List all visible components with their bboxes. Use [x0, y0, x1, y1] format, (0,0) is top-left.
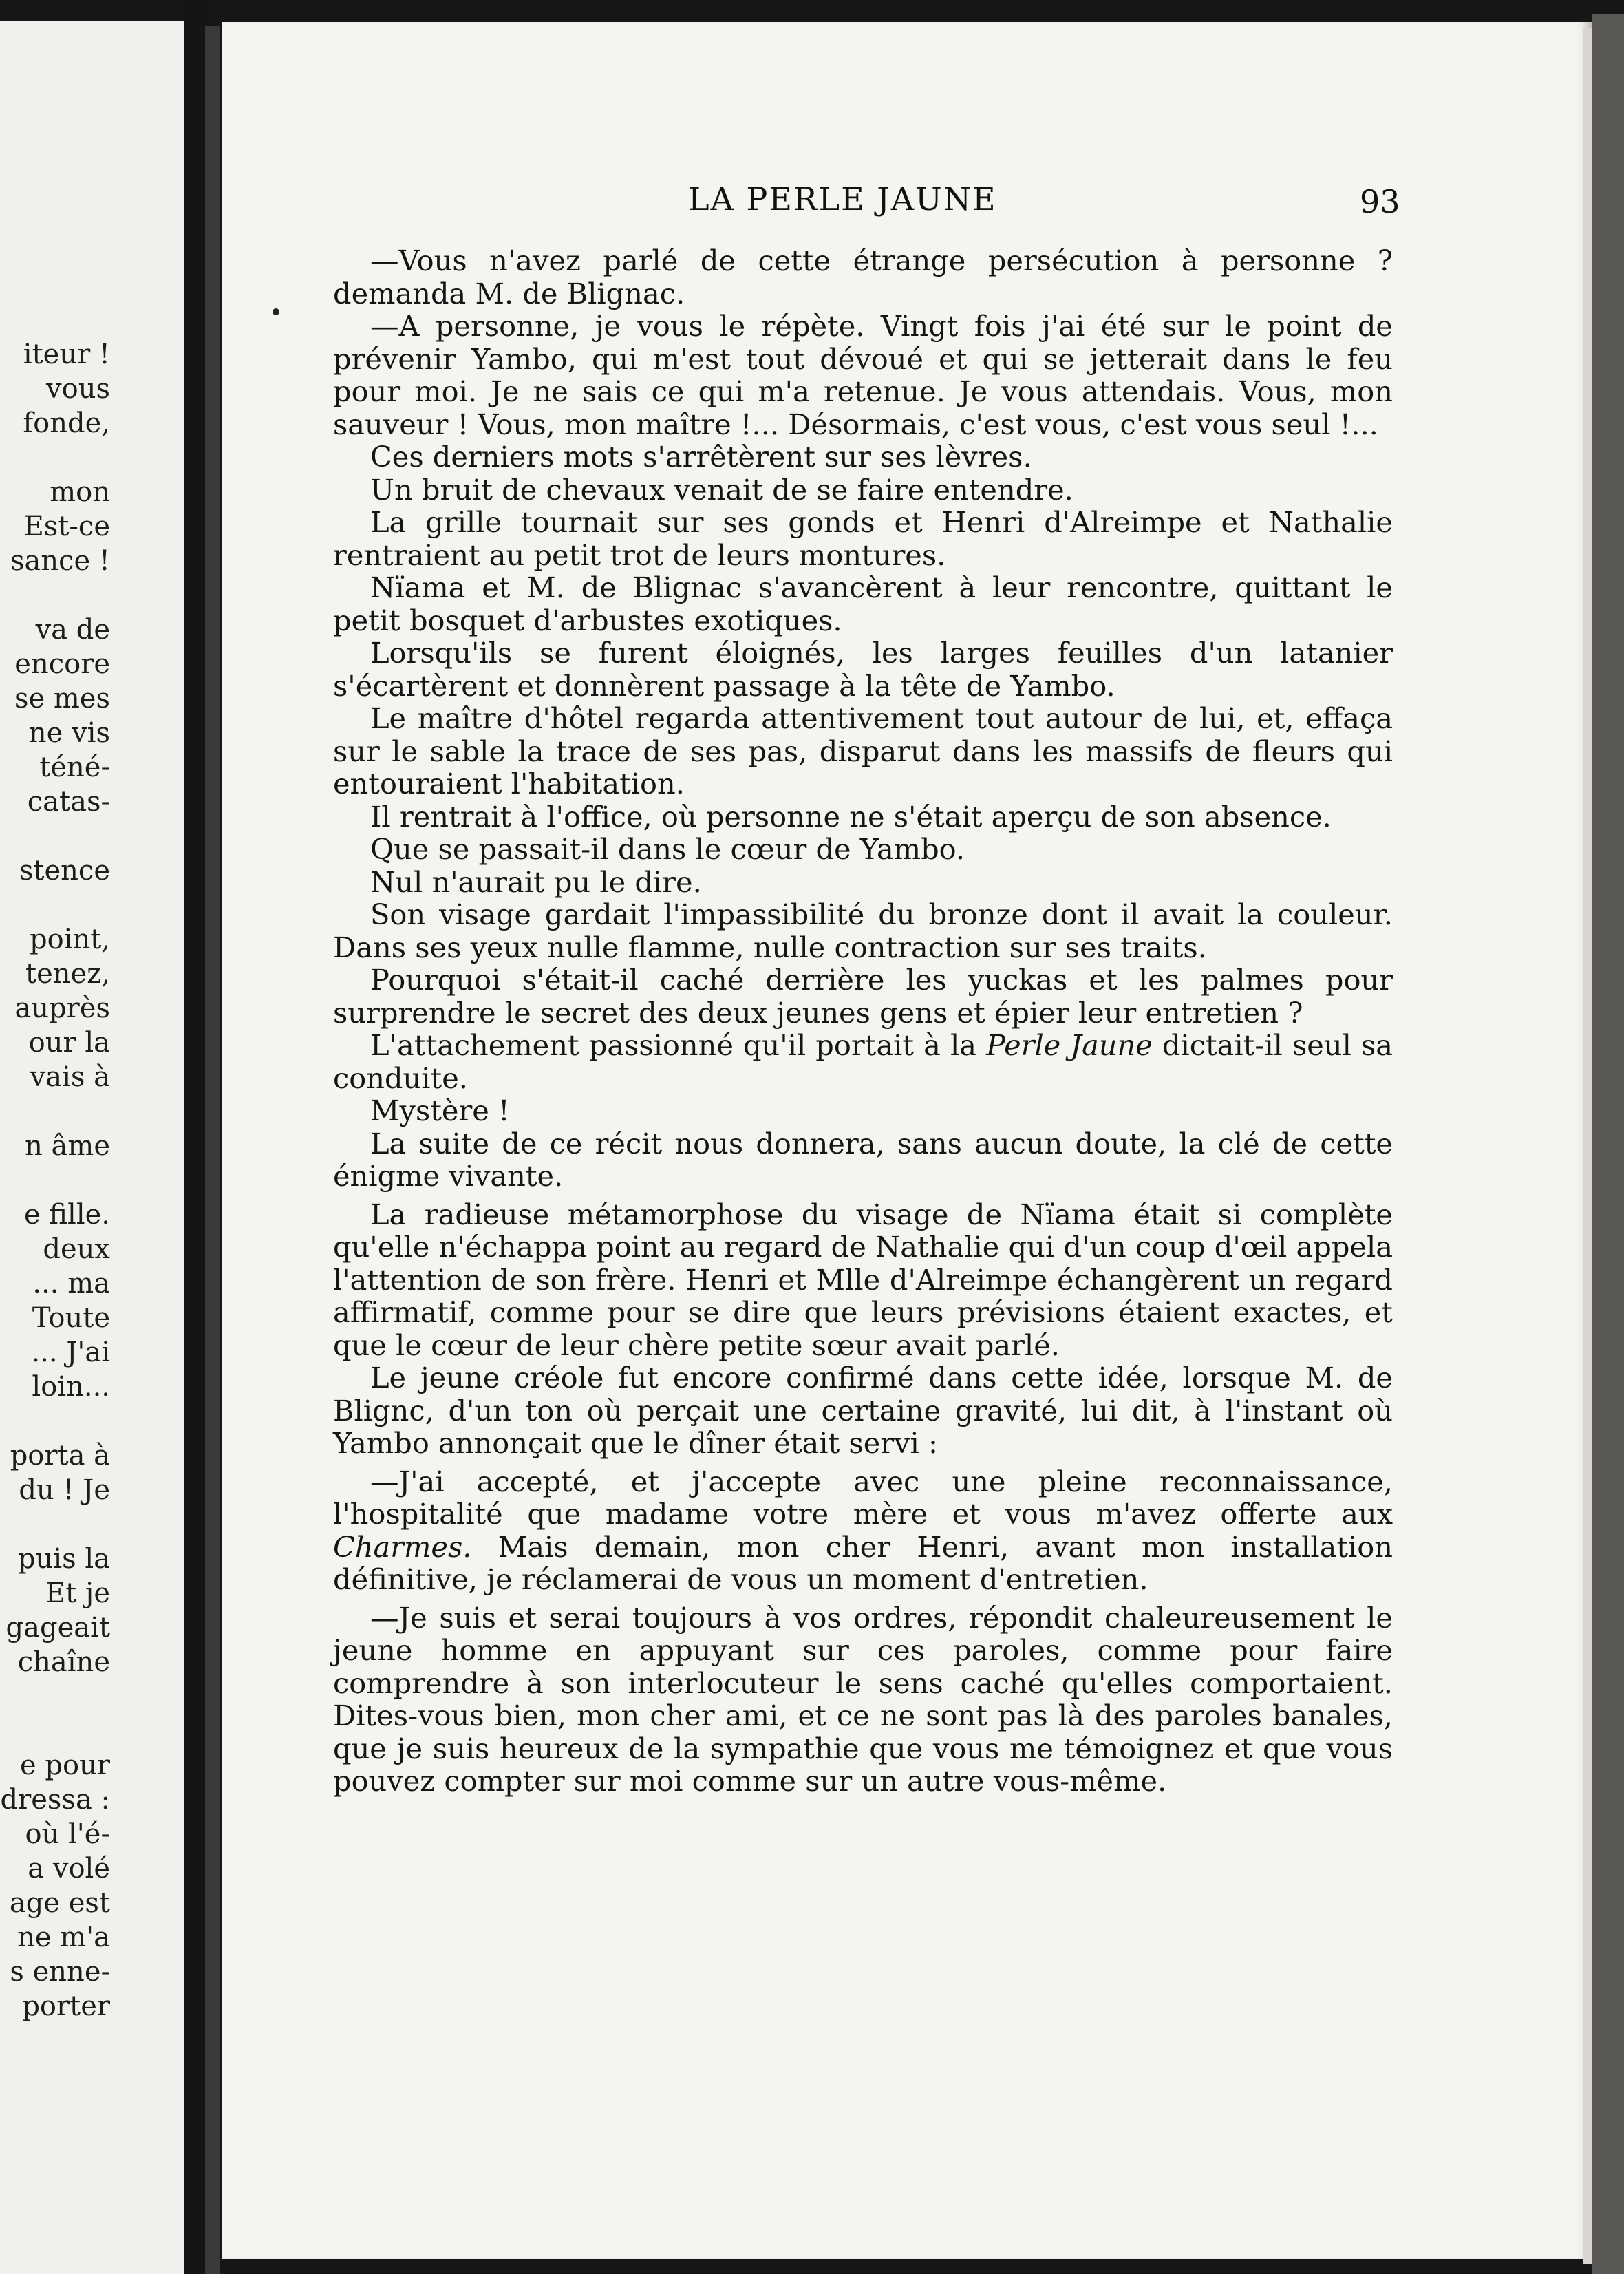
paragraph: Nul n'aurait pu le dire.	[370, 864, 702, 899]
page-number: 93	[1360, 183, 1400, 220]
italic-title: Perle Jaune	[986, 1028, 1153, 1062]
paragraph: Un bruit de chevaux venait de se faire entendre.	[370, 472, 1073, 507]
paragraph: La radieuse métamorphose du visage de Nïama était si complète qu'elle n'échappa point au regard de Nathalie qui d'un coup d'œil appela l'attention de son frère. Henri et Mlle d'Alreimpe échangèrent un regard affirmatif, comme pour se dire que leurs prévisions étaient exactes, et que le cœur de leur chère petite sœur avait parlé.	[333, 1197, 1393, 1362]
page-edge-highlight	[1583, 28, 1592, 2264]
left-fragment: du ! Je	[19, 1474, 110, 1506]
left-fragment: sance !	[10, 545, 110, 577]
paragraph	[333, 1029, 1393, 1094]
left-fragment: encore	[14, 648, 110, 680]
left-fragment: fonde,	[23, 407, 110, 439]
left-fragment: gageait	[6, 1612, 110, 1644]
left-fragment: porta à	[10, 1440, 110, 1471]
left-fragment: vous	[46, 373, 110, 405]
paragraph	[333, 1465, 1393, 1596]
paragraph: Lorsqu'ils se furent éloignés, les larges feuilles d'un latanier s'écartèrent et donnèrent passage à la tête de Yambo.	[333, 636, 1393, 703]
paragraph: Il rentrait à l'office, où personne ne s'était aperçu de son absence.	[370, 799, 1332, 833]
left-fragment: loin...	[32, 1371, 110, 1403]
ink-speck	[273, 308, 279, 315]
left-fragment: ne vis	[28, 717, 110, 749]
paragraph: Son visage gardait l'impassibilité du bronze dont il avait la couleur. Dans ses yeux nulle flamme, nulle contraction sur ses traits.	[333, 897, 1393, 964]
paragraph: Pourquoi s'était-il caché derrière les yuckas et les palmes pour surprendre le secret des deux jeunes gens et épier leur entretien ?	[333, 963, 1393, 1030]
left-fragment: va de	[35, 614, 110, 646]
left-fragment: puis la	[17, 1543, 110, 1575]
left-fragment: Et je	[45, 1577, 110, 1609]
left-fragment: Toute	[32, 1302, 110, 1334]
left-fragment: où l'é-	[25, 1818, 110, 1850]
italic-place-name: Charmes.	[333, 1529, 472, 1564]
left-fragment: age est	[9, 1887, 110, 1919]
paragraph: Que se passait-il dans le cœur de Yambo.	[370, 832, 965, 866]
left-facing-page	[0, 21, 184, 2274]
left-fragment: e fille.	[23, 1199, 110, 1231]
paragraph: —A personne, je vous le répète. Vingt fois j'ai été sur le point de prévenir Yambo, qui m'est tout dévoué et qui se jetterait dans le feu pour moi. Je ne sais ce qui m'a retenue. Je vous attendais. Vous, mon sauveur ! Vous, mon maître !... Désormais, c'est vous, c'est vous seul !...	[333, 309, 1393, 441]
text-run: L'attachement passionné qu'il portait à la	[370, 1028, 987, 1062]
running-head: LA PERLE JAUNE	[688, 180, 997, 217]
paragraph: Nïama et M. de Blignac s'avancèrent à leur rencontre, quittant le petit bosquet d'arbustes exotiques.	[333, 571, 1393, 637]
text-run: dictait-il seul sa conduite.	[333, 1028, 1393, 1095]
left-fragment: se mes	[14, 683, 110, 714]
left-fragment: dressa :	[0, 1784, 110, 1816]
paragraph: Le jeune créole fut encore confirmé dans cette idée, lorsque M. de Blignc, d'un ton où perçait une certaine gravité, lui dit, à l'instant où Yambo annonçait que le dîner était servi :	[333, 1361, 1393, 1460]
left-fragment: deux	[43, 1233, 110, 1265]
paragraph: La suite de ce récit nous donnera, sans aucun doute, la clé de cette énigme vivante.	[333, 1126, 1393, 1193]
paragraph: La grille tournait sur ses gonds et Henri d'Alreimpe et Nathalie rentraient au petit trot de leurs montures.	[333, 505, 1393, 572]
left-fragment: point,	[29, 924, 110, 955]
paragraph: Mystère !	[370, 1094, 510, 1127]
page-stack-edge	[1592, 14, 1624, 2274]
left-fragment: iteur !	[23, 339, 110, 370]
left-fragment: porter	[22, 1990, 110, 2022]
left-fragment: ne m'a	[17, 1922, 110, 1953]
left-fragment: téné-	[39, 752, 110, 783]
paragraph: Le maître d'hôtel regarda attentivement tout autour de lui, et, effaça sur le sable la trace de ses pas, disparut dans les massifs de fleurs qui entouraient l'habitation.	[333, 701, 1393, 800]
left-fragment: e pour	[20, 1750, 110, 1781]
text-run: —J'ai accepté, et j'accepte avec une pleine reconnaissance, l'hospitalité que madame votre mère et vous m'avez offerte aux	[333, 1464, 1393, 1531]
left-fragment: catas-	[27, 786, 110, 818]
left-fragment: mon	[50, 476, 110, 508]
paragraph: —Vous n'avez parlé de cette étrange persécution à personne ? demanda M. de Blignac.	[333, 244, 1393, 310]
left-fragment: our la	[28, 1027, 110, 1059]
left-fragment: ... J'ai	[31, 1337, 110, 1368]
body-text	[333, 244, 1393, 1798]
left-fragment: tenez,	[25, 958, 110, 990]
left-fragment: Est-ce	[23, 511, 110, 542]
left-fragment: auprès	[14, 992, 110, 1024]
left-fragment: vais à	[30, 1061, 110, 1093]
left-fragment: s enne-	[10, 1956, 110, 1988]
text-run: Mais demain, mon cher Henri, avant mon installation définitive, je réclamerai de vous un moment d'entretien.	[333, 1529, 1393, 1596]
paragraph: Ces derniers mots s'arrêtèrent sur ses lèvres.	[370, 440, 1032, 474]
left-fragment: stence	[19, 855, 110, 886]
paragraph: —Je suis et serai toujours à vos ordres, répondit chaleureusement le jeune homme en appuyant sur ces paroles, comme pour faire comprendre à son interlocuteur le sens caché qu'elles comportaient. Dites-vous bien, mon cher ami, et ce ne sont pas là des paroles banales, que je suis heureux de la sympathie que vous me témoignez et que vous pouvez compter sur moi comme sur un autre vous-même.	[333, 1600, 1393, 1798]
left-fragment: n âme	[25, 1130, 110, 1162]
left-fragment: ... ma	[32, 1268, 110, 1299]
gutter-shadow	[205, 26, 220, 2274]
left-fragment: chaîne	[17, 1646, 110, 1678]
left-fragment: a volé	[28, 1853, 110, 1884]
